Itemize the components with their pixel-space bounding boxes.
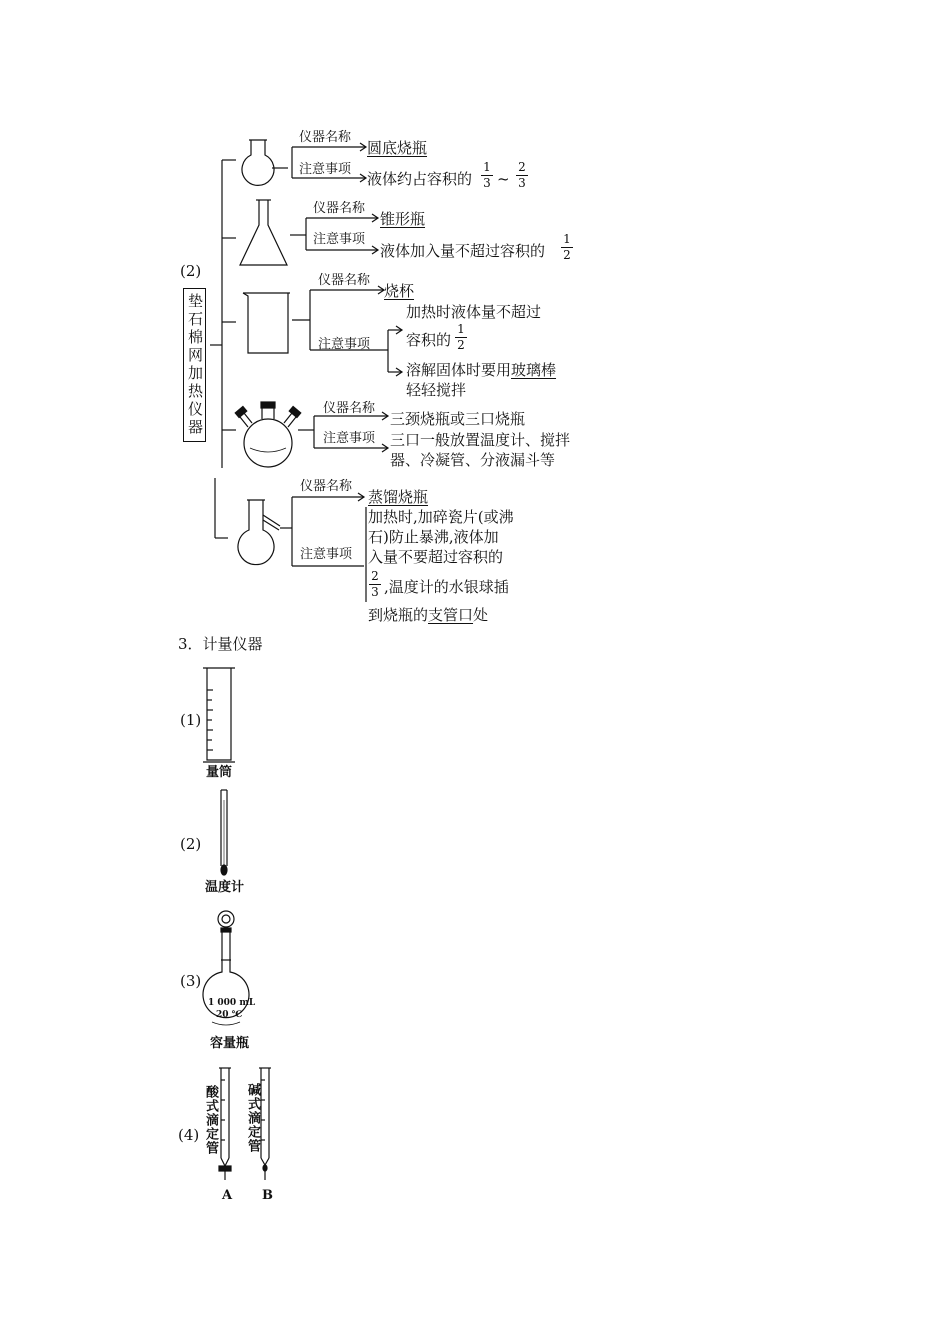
burette-tag-a: A bbox=[222, 1188, 233, 1203]
section-2-title: 垫石棉网加热仪器 bbox=[183, 288, 206, 442]
item2-name: 锥形瓶 bbox=[380, 210, 426, 228]
item1-note-label: 注意事项 bbox=[299, 162, 352, 177]
base-burette-icon bbox=[259, 1068, 271, 1180]
item5-name: 蒸馏烧瓶 bbox=[368, 488, 429, 506]
burette-tag-b: B bbox=[262, 1188, 273, 1203]
item4-name: 三颈烧瓶或三口烧瓶 bbox=[390, 410, 526, 428]
flask-temperature-mark: 20 ℃ bbox=[216, 1010, 243, 1020]
conical-flask-icon bbox=[240, 200, 287, 265]
item1-note: 液体约占容积的 bbox=[367, 170, 473, 188]
item1-fraction-1: 1 3 bbox=[481, 161, 493, 190]
item-4-number: (4) bbox=[178, 1126, 200, 1144]
three-neck-flask-icon bbox=[235, 402, 301, 467]
beaker-icon bbox=[243, 293, 290, 353]
item2-note: 液体加入量不超过容积的 bbox=[380, 242, 546, 260]
item-3-number: (3) bbox=[180, 972, 202, 990]
item-2-number: (2) bbox=[180, 835, 202, 853]
item5-fraction: 2 3 bbox=[369, 570, 381, 599]
graduated-cylinder-icon bbox=[203, 668, 235, 762]
item4-name-label: 仪器名称 bbox=[323, 401, 376, 416]
item3-fraction: 1 2 bbox=[455, 323, 467, 352]
distillation-flask-icon bbox=[238, 500, 280, 565]
item3-note2-line1: 溶解固体时要用玻璃棒 bbox=[406, 361, 557, 379]
volumetric-flask-caption: 容量瓶 bbox=[210, 1036, 250, 1051]
item3-name: 烧杯 bbox=[384, 282, 415, 300]
item-1-number: (1) bbox=[180, 711, 202, 729]
item5-name-label: 仪器名称 bbox=[300, 479, 353, 494]
item5-note-line4: ,温度计的水银球插 bbox=[384, 578, 509, 596]
item2-note-label: 注意事项 bbox=[313, 232, 366, 247]
section-2-number: (2) bbox=[180, 262, 202, 280]
thermometer-caption: 温度计 bbox=[205, 880, 245, 895]
round-bottom-flask-icon bbox=[242, 140, 274, 185]
item5-note-line3: 入量不要超过容积的 bbox=[368, 548, 504, 566]
item3-note-label: 注意事项 bbox=[318, 337, 371, 352]
item3-note1-line1: 加热时液体量不超过 bbox=[406, 303, 542, 321]
item1-name-label: 仪器名称 bbox=[299, 130, 352, 145]
thermometer-icon bbox=[221, 790, 227, 875]
graduated-cylinder-caption: 量筒 bbox=[206, 765, 233, 780]
item2-fraction: 1 2 bbox=[561, 233, 573, 262]
flask-volume-mark: 1 000 mL bbox=[208, 998, 256, 1008]
item2-name-label: 仪器名称 bbox=[313, 201, 366, 216]
item3-note1-line2: 容积的 bbox=[406, 331, 452, 349]
item3-note2-line2: 轻轻搅拌 bbox=[406, 381, 467, 399]
base-burette-label: 碱式滴定管 bbox=[245, 1083, 260, 1153]
item3-name-label: 仪器名称 bbox=[318, 273, 371, 288]
item4-note-line1: 三口一般放置温度计、搅拌 bbox=[390, 431, 571, 449]
item5-note-line5: 到烧瓶的支管口处 bbox=[368, 606, 489, 624]
item1-fraction-2: 2 3 bbox=[516, 161, 528, 190]
acid-burette-icon bbox=[219, 1068, 231, 1180]
item1-tilde: ~ bbox=[497, 170, 510, 188]
item5-note-line2: 石)防止暴沸,液体加 bbox=[368, 528, 499, 546]
section-3-heading: 3．计量仪器 bbox=[178, 635, 263, 653]
item4-note-label: 注意事项 bbox=[323, 431, 376, 446]
acid-burette-label: 酸式滴定管 bbox=[203, 1085, 218, 1155]
item1-name: 圆底烧瓶 bbox=[367, 139, 428, 157]
item5-note-line1: 加热时,加碎瓷片(或沸 bbox=[368, 508, 514, 526]
item4-note-line2: 器、冷凝管、分液漏斗等 bbox=[390, 451, 556, 469]
item5-note-label: 注意事项 bbox=[300, 547, 353, 562]
